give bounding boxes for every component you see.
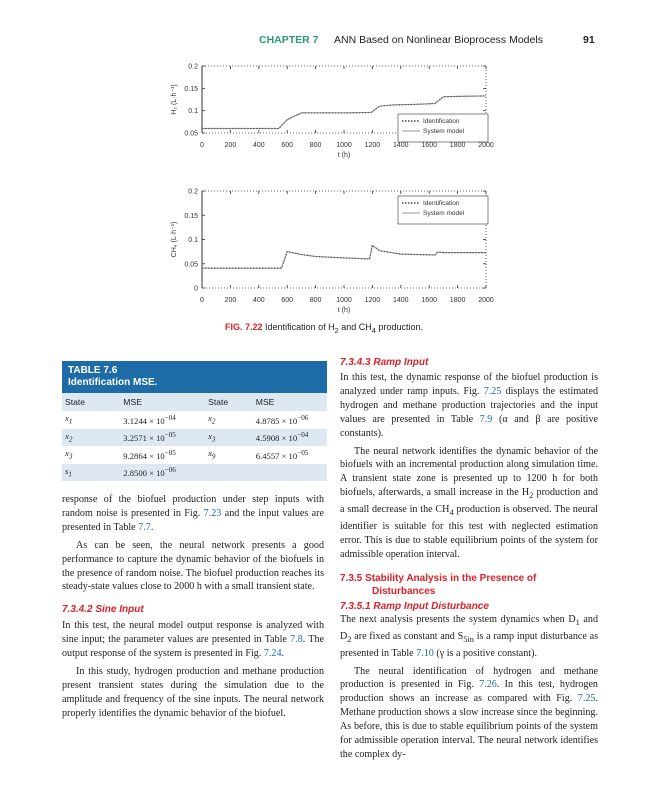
y-axis-label: H₂ (L·h⁻¹) xyxy=(171,84,178,115)
page-number: 91 xyxy=(583,34,595,46)
state-cell xyxy=(62,464,120,482)
state-index: 1 xyxy=(68,470,72,479)
mse-mantissa: 9.2864 × 10 xyxy=(123,450,165,461)
state-index: 1 xyxy=(68,418,73,427)
caption-part: and CH xyxy=(338,322,372,332)
paragraph xyxy=(340,445,598,562)
x-tick-label: 800 xyxy=(309,142,322,149)
paragraph: In this study, hydrogen production and methane production present transient states during the simulation due to the amplitude and frequency of the sine inputs. The neural network properly identifies the dynamic behavior of the biofuel. xyxy=(62,666,324,719)
state-index: 3 xyxy=(211,435,216,444)
mse-exponent: −06 xyxy=(164,466,176,475)
x-tick-label: 1200 xyxy=(364,297,381,304)
text: is a ramp input disturbance as presented in Table xyxy=(340,630,598,659)
table-row xyxy=(62,411,327,429)
text: In this test, the neural model output response is analyzed with sine input; the parameter values are presented in Table xyxy=(62,620,324,646)
subscript: 5in xyxy=(463,634,474,644)
table-row xyxy=(62,429,327,447)
paragraph xyxy=(340,371,598,441)
figure-caption xyxy=(0,322,648,335)
text: (γ is a positive constant). xyxy=(433,647,537,659)
figure-link[interactable]: 7.26 xyxy=(479,679,497,691)
text: The next analysis presents the system dynamics when D xyxy=(340,613,576,625)
y-tick-label: 0.15 xyxy=(184,85,198,93)
y-tick-label: 0.05 xyxy=(184,261,198,269)
text: are fixed as constant and S xyxy=(351,630,464,642)
mse-cell xyxy=(253,464,327,482)
chapter-title: ANN Based on Nonlinear Bioprocess Models xyxy=(334,34,543,46)
y-tick-label: 0.2 xyxy=(188,188,198,196)
heading-line: Disturbances xyxy=(372,585,436,597)
state-symbol: s xyxy=(65,465,69,476)
text: . xyxy=(150,521,154,533)
table-title: Identification MSE. xyxy=(68,377,158,388)
table-link[interactable]: 7.10 xyxy=(416,647,434,659)
table-row xyxy=(62,446,327,464)
y-tick-label: 0.15 xyxy=(184,212,198,220)
text: . In this test, hydrogen production shows an increase as compared with Fig. xyxy=(340,679,598,705)
mse-exponent: −04 xyxy=(297,431,309,440)
subscript: 2 xyxy=(347,634,352,644)
state-symbol: x xyxy=(65,430,69,441)
text: . Methane production shows a slow increase since the beginning. As before, this is due to stable equilibrium points of the system for admissible operation interval. The neural network identifies the complex dy- xyxy=(340,693,598,760)
x-tick-label: 1600 xyxy=(421,142,437,149)
state-symbol: x xyxy=(65,413,69,424)
figure-link[interactable]: 7.25 xyxy=(577,693,596,705)
paragraph: As can be seen, the neural network presents a good performance to capture the dynamic behavior of the biofuels in the presence of random noise. The biofuel production reaches its steady-state values close to 2000 h with a small transient state. xyxy=(62,539,324,593)
x-tick-label: 200 xyxy=(224,142,237,149)
y-tick-label: 0.1 xyxy=(188,108,198,116)
section-heading: 7.3.4.2 Sine Input xyxy=(62,604,144,616)
section-heading: 7.3.4.3 Ramp Input xyxy=(340,357,429,368)
mse-exponent: −05 xyxy=(164,431,176,440)
chart-ch4 xyxy=(171,189,494,315)
mse-exponent: −05 xyxy=(164,448,176,457)
chart-h2 xyxy=(171,64,494,160)
x-tick-label: 0 xyxy=(200,297,204,304)
x-tick-label: 2000 xyxy=(478,297,494,304)
state-index: 9 xyxy=(211,453,216,462)
x-tick-label: 400 xyxy=(252,142,265,149)
x-tick-label: 1000 xyxy=(336,142,352,149)
x-tick-label: 0 xyxy=(200,142,204,149)
mse-mantissa: 4.8785 × 10 xyxy=(255,415,298,426)
mse-mantissa: 3.1244 × 10 xyxy=(123,415,165,426)
column-header: MSE xyxy=(120,393,205,411)
x-axis-label: t (h) xyxy=(337,152,351,159)
table-link[interactable]: 7.8 xyxy=(290,634,303,646)
series-line-identification xyxy=(202,245,486,268)
state-cell xyxy=(62,429,120,447)
text: production is observed. The neural identifier is suitable for this test with neglected estimation error. This is due to stable equilibrium points of the system for admissible operation interval. xyxy=(340,504,598,560)
legend-label: Identification xyxy=(423,200,460,207)
x-tick-label: 1400 xyxy=(393,142,409,149)
mse-mantissa: 2.8500 × 10 xyxy=(123,468,165,479)
table-heading xyxy=(62,361,327,393)
state-cell xyxy=(205,464,253,482)
mse-exponent: −04 xyxy=(164,413,176,422)
y-axis-label: CH₄ (L·h⁻¹) xyxy=(171,221,178,258)
state-symbol: x xyxy=(208,448,212,459)
table-row xyxy=(62,464,327,482)
x-tick-label: 1800 xyxy=(449,142,466,149)
text: (α and β are positive constants). xyxy=(340,413,599,439)
state-cell xyxy=(205,411,253,429)
x-tick-label: 400 xyxy=(252,297,265,304)
state-index: 2 xyxy=(211,418,216,427)
figure-link[interactable]: 7.25 xyxy=(483,385,502,397)
mse-table xyxy=(62,393,327,481)
text: The neural network identifies the dynamic behavior of the biofuels with an incremental production along simulation time. A transient state zone is presented up to 1200 h for both biofuels, afterwards, a small increase in the H xyxy=(340,445,598,499)
mse-cell xyxy=(253,429,327,447)
state-symbol: x xyxy=(208,413,212,424)
state-symbol: x xyxy=(65,448,69,459)
table-7-6 xyxy=(62,361,327,481)
text: . xyxy=(281,648,285,660)
mse-cell xyxy=(253,446,327,464)
figure-link[interactable]: 7.24 xyxy=(263,648,282,660)
subsection-heading: 7.3.5.1 Ramp Input Disturbance xyxy=(340,600,489,612)
text: . The output response of the system is presented in Fig. xyxy=(62,634,324,660)
column-header: State xyxy=(62,393,120,411)
mse-cell xyxy=(253,411,327,429)
text: In this test, the dynamic response of the biofuel production is analyzed under ramp inputs. Fig. xyxy=(340,372,598,397)
legend-label: System model xyxy=(423,128,465,135)
figure-link[interactable]: 7.23 xyxy=(203,507,222,519)
subscript: 4 xyxy=(449,508,454,518)
table-link[interactable]: 7.9 xyxy=(479,413,493,425)
x-tick-label: 1400 xyxy=(393,297,409,304)
x-tick-label: 600 xyxy=(281,297,294,304)
figure-7-22 xyxy=(0,0,648,320)
column-header: MSE xyxy=(253,393,327,411)
y-tick-label: 0.05 xyxy=(184,130,198,138)
mse-mantissa: 6.4557 × 10 xyxy=(255,450,298,461)
series-line-system-model xyxy=(202,245,486,268)
x-tick-label: 2000 xyxy=(478,142,494,149)
mse-cell xyxy=(120,429,205,447)
caption-part: Identification of H xyxy=(265,322,335,332)
figure-number: 7.22 xyxy=(245,322,263,332)
subscript: 2 xyxy=(529,491,534,501)
x-tick-label: 1200 xyxy=(364,142,381,149)
state-cell xyxy=(62,411,120,429)
state-symbol: x xyxy=(208,430,212,441)
paragraph xyxy=(340,613,598,661)
state-index: 3 xyxy=(68,453,73,462)
text: and the input values are presented in Table xyxy=(62,507,324,533)
x-tick-label: 200 xyxy=(224,297,237,304)
heading-line: 7.3.5 Stability Analysis in the Presence of xyxy=(340,572,537,584)
y-tick-label: 0 xyxy=(194,285,198,293)
mse-exponent: −06 xyxy=(297,413,309,422)
text: and D xyxy=(340,613,598,642)
legend-label: System model xyxy=(423,210,465,217)
paragraph xyxy=(62,493,324,535)
y-tick-label: 0.1 xyxy=(188,237,198,244)
column-header: State xyxy=(205,393,253,411)
legend-label: Identification xyxy=(423,118,460,125)
x-tick-label: 800 xyxy=(309,297,322,304)
table-link[interactable]: 7.7 xyxy=(138,521,151,533)
subscript: 1 xyxy=(575,617,580,627)
left-column xyxy=(62,493,324,721)
state-index: 2 xyxy=(68,435,73,444)
caption-part: production. xyxy=(375,322,423,332)
mse-cell xyxy=(120,446,205,464)
right-column xyxy=(340,356,598,762)
state-cell xyxy=(205,429,253,447)
text: response of the biofuel production under step inputs with random noise is presented in Fig. xyxy=(62,494,324,519)
chapter-label: CHAPTER 7 xyxy=(259,34,319,46)
mse-cell xyxy=(120,464,205,482)
state-cell xyxy=(205,446,253,464)
x-axis-label: t (h) xyxy=(337,307,351,314)
mse-exponent: −05 xyxy=(297,448,309,457)
caption-sub: 4 xyxy=(371,325,376,335)
x-tick-label: 1600 xyxy=(421,297,437,304)
section-heading xyxy=(340,572,598,598)
paragraph xyxy=(62,619,324,661)
x-tick-label: 1000 xyxy=(336,297,352,304)
text: The neural identification of hydrogen and methane production is presented in Fig. xyxy=(340,665,598,691)
paragraph xyxy=(340,665,598,762)
figure-label: FIG. xyxy=(224,322,243,332)
mse-cell xyxy=(120,411,205,429)
text: production and a small decrease in the CH xyxy=(340,487,598,516)
caption-text xyxy=(265,322,423,335)
mse-mantissa: 4.5908 × 10 xyxy=(255,433,298,444)
state-cell xyxy=(62,446,120,464)
y-tick-label: 0.2 xyxy=(188,63,198,71)
text: displays the estimated hydrogen and methane production trajectories and the input values are presented in Table xyxy=(340,385,598,425)
x-tick-label: 600 xyxy=(281,142,294,149)
x-tick-label: 1800 xyxy=(449,297,466,304)
mse-mantissa: 3.2571 × 10 xyxy=(123,433,165,444)
table-label: TABLE 7.6 xyxy=(68,365,118,376)
caption-sub: 2 xyxy=(334,325,339,335)
